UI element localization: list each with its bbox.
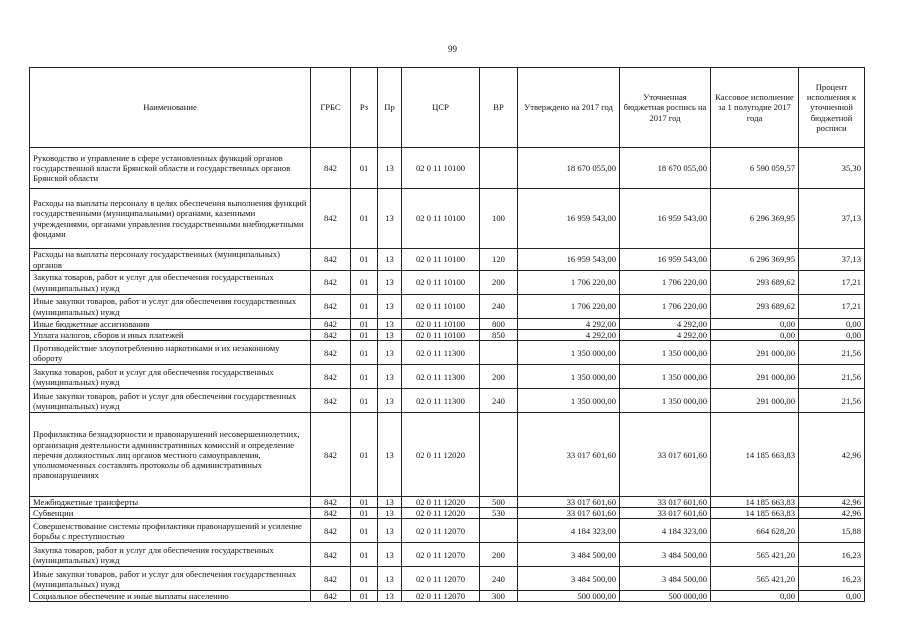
row-percent-cell: 0,00 <box>799 591 865 602</box>
table-row <box>30 567 865 591</box>
row-revised-cell: 4 184 323,00 <box>620 519 711 543</box>
row-cash-cell: 664 628,20 <box>711 519 799 543</box>
table-row <box>30 330 865 341</box>
row-vr-cell <box>480 341 518 365</box>
row-csr-cell: 02 0 11 12070 <box>402 567 480 591</box>
row-approved-cell: 33 017 601,60 <box>518 413 620 497</box>
table-header-row <box>30 68 865 148</box>
row-vr-cell: 800 <box>480 319 518 330</box>
row-cash-cell: 14 185 663,83 <box>711 497 799 508</box>
row-percent-cell: 16,23 <box>799 567 865 591</box>
row-name-cell: Совершенствование системы профилактики правонарушений и усиление борьбы с преступностью <box>30 519 311 543</box>
row-approved-cell: 18 670 055,00 <box>518 148 620 189</box>
table-row <box>30 271 865 295</box>
row-rz-cell: 01 <box>351 189 378 249</box>
header-pr: Пр <box>378 68 402 148</box>
budget-table <box>29 67 865 602</box>
row-cash-cell: 291 000,00 <box>711 389 799 413</box>
row-approved-cell: 16 959 543,00 <box>518 249 620 271</box>
table-row <box>30 508 865 519</box>
row-cash-cell: 0,00 <box>711 319 799 330</box>
row-csr-cell: 02 0 11 12020 <box>402 413 480 497</box>
row-vr-cell: 200 <box>480 543 518 567</box>
row-cash-cell: 565 421,20 <box>711 543 799 567</box>
row-pr-cell: 13 <box>378 508 402 519</box>
row-cash-cell: 293 689,62 <box>711 295 799 319</box>
row-rz-cell: 01 <box>351 330 378 341</box>
row-csr-cell: 02 0 11 10100 <box>402 330 480 341</box>
row-vr-cell <box>480 519 518 543</box>
row-percent-cell: 35,30 <box>799 148 865 189</box>
row-csr-cell: 02 0 11 12020 <box>402 497 480 508</box>
header-csr: ЦСР <box>402 68 480 148</box>
row-grbs-cell: 842 <box>311 389 351 413</box>
row-name-cell: Иные закупки товаров, работ и услуг для обеспечения государственных (муниципальных) нужд <box>30 389 311 413</box>
row-grbs-cell: 842 <box>311 413 351 497</box>
row-pr-cell: 13 <box>378 519 402 543</box>
row-percent-cell: 42,96 <box>799 413 865 497</box>
row-pr-cell: 13 <box>378 295 402 319</box>
row-grbs-cell: 842 <box>311 189 351 249</box>
row-revised-cell: 1 350 000,00 <box>620 389 711 413</box>
header-name: Наименование <box>30 68 311 148</box>
row-percent-cell: 17,21 <box>799 271 865 295</box>
row-percent-cell: 17,21 <box>799 295 865 319</box>
row-grbs-cell: 842 <box>311 148 351 189</box>
table-row <box>30 543 865 567</box>
row-revised-cell: 3 484 500,00 <box>620 543 711 567</box>
row-percent-cell: 37,13 <box>799 189 865 249</box>
row-cash-cell: 0,00 <box>711 591 799 602</box>
table-row <box>30 341 865 365</box>
row-cash-cell: 291 000,00 <box>711 341 799 365</box>
row-csr-cell: 02 0 11 12070 <box>402 591 480 602</box>
row-revised-cell: 33 017 601,60 <box>620 413 711 497</box>
row-approved-cell: 1 706 220,00 <box>518 271 620 295</box>
table-row <box>30 148 865 189</box>
row-pr-cell: 13 <box>378 319 402 330</box>
row-grbs-cell: 842 <box>311 591 351 602</box>
row-approved-cell: 1 350 000,00 <box>518 389 620 413</box>
row-pr-cell: 13 <box>378 365 402 389</box>
row-grbs-cell: 842 <box>311 508 351 519</box>
row-vr-cell <box>480 413 518 497</box>
row-vr-cell: 850 <box>480 330 518 341</box>
row-pr-cell: 13 <box>378 148 402 189</box>
row-grbs-cell: 842 <box>311 365 351 389</box>
row-name-cell: Профилактика безнадзорности и правонарушений несовершеннолетних, организация деятельности административных комиссий и определение перечня должностных лиц органов местного самоуправления, уполномоченных составлять протоколы об административных правонарушениях <box>30 413 311 497</box>
table-row <box>30 189 865 249</box>
page-number: 99 <box>448 44 457 54</box>
table-row <box>30 413 865 497</box>
row-approved-cell: 33 017 601,60 <box>518 508 620 519</box>
row-approved-cell: 3 484 500,00 <box>518 543 620 567</box>
row-rz-cell: 01 <box>351 249 378 271</box>
row-name-cell: Противодействие злоупотреблению наркотиками и их незаконному обороту <box>30 341 311 365</box>
row-name-cell: Иные закупки товаров, работ и услуг для обеспечения государственных (муниципальных) нужд <box>30 567 311 591</box>
header-approved: Утверждено на 2017 год <box>518 68 620 148</box>
row-csr-cell: 02 0 11 11300 <box>402 365 480 389</box>
row-vr-cell: 100 <box>480 189 518 249</box>
row-grbs-cell: 842 <box>311 543 351 567</box>
row-pr-cell: 13 <box>378 189 402 249</box>
row-rz-cell: 01 <box>351 389 378 413</box>
row-approved-cell: 3 484 500,00 <box>518 567 620 591</box>
table-row <box>30 591 865 602</box>
table-row <box>30 295 865 319</box>
header-revised: Уточненная бюджетная роспись на 2017 год <box>620 68 711 148</box>
row-rz-cell: 01 <box>351 341 378 365</box>
table-row <box>30 519 865 543</box>
row-percent-cell: 16,23 <box>799 543 865 567</box>
row-name-cell: Руководство и управление в сфере установленных функций органов государственной власти Брянской области и государственных органов Брянской области <box>30 148 311 189</box>
row-name-cell: Социальное обеспечение и иные выплаты населению <box>30 591 311 602</box>
row-revised-cell: 1 350 000,00 <box>620 341 711 365</box>
row-cash-cell: 14 185 663,83 <box>711 508 799 519</box>
row-grbs-cell: 842 <box>311 519 351 543</box>
row-approved-cell: 4 292,00 <box>518 330 620 341</box>
row-revised-cell: 16 959 543,00 <box>620 189 711 249</box>
row-name-cell: Закупка товаров, работ и услуг для обеспечения государственных (муниципальных) нужд <box>30 271 311 295</box>
row-revised-cell: 1 706 220,00 <box>620 295 711 319</box>
row-rz-cell: 01 <box>351 148 378 189</box>
header-vr: ВР <box>480 68 518 148</box>
row-rz-cell: 01 <box>351 295 378 319</box>
row-percent-cell: 21,56 <box>799 365 865 389</box>
row-rz-cell: 01 <box>351 508 378 519</box>
row-percent-cell: 37,13 <box>799 249 865 271</box>
row-pr-cell: 13 <box>378 249 402 271</box>
row-vr-cell: 200 <box>480 365 518 389</box>
row-csr-cell: 02 0 11 10100 <box>402 189 480 249</box>
table-row <box>30 497 865 508</box>
row-grbs-cell: 842 <box>311 330 351 341</box>
row-approved-cell: 33 017 601,60 <box>518 497 620 508</box>
row-rz-cell: 01 <box>351 365 378 389</box>
row-name-cell: Субвенции <box>30 508 311 519</box>
row-vr-cell: 500 <box>480 497 518 508</box>
row-vr-cell: 120 <box>480 249 518 271</box>
row-name-cell: Иные бюджетные ассигнования <box>30 319 311 330</box>
row-pr-cell: 13 <box>378 413 402 497</box>
row-cash-cell: 0,00 <box>711 330 799 341</box>
row-rz-cell: 01 <box>351 413 378 497</box>
row-grbs-cell: 842 <box>311 319 351 330</box>
row-name-cell: Уплата налогов, сборов и иных платежей <box>30 330 311 341</box>
row-percent-cell: 42,96 <box>799 497 865 508</box>
row-percent-cell: 42,96 <box>799 508 865 519</box>
row-revised-cell: 33 017 601,60 <box>620 497 711 508</box>
row-cash-cell: 14 185 663,83 <box>711 413 799 497</box>
row-csr-cell: 02 0 11 11300 <box>402 341 480 365</box>
row-csr-cell: 02 0 11 10100 <box>402 319 480 330</box>
row-grbs-cell: 842 <box>311 249 351 271</box>
row-csr-cell: 02 0 11 12070 <box>402 543 480 567</box>
row-approved-cell: 1 350 000,00 <box>518 341 620 365</box>
row-percent-cell: 21,56 <box>799 389 865 413</box>
row-cash-cell: 6 590 059,57 <box>711 148 799 189</box>
header-rz: Рз <box>351 68 378 148</box>
row-grbs-cell: 842 <box>311 567 351 591</box>
row-vr-cell: 200 <box>480 271 518 295</box>
row-rz-cell: 01 <box>351 591 378 602</box>
row-csr-cell: 02 0 11 10100 <box>402 295 480 319</box>
row-percent-cell: 15,88 <box>799 519 865 543</box>
row-pr-cell: 13 <box>378 567 402 591</box>
row-approved-cell: 4 292,00 <box>518 319 620 330</box>
row-vr-cell: 300 <box>480 591 518 602</box>
row-rz-cell: 01 <box>351 319 378 330</box>
row-approved-cell: 16 959 543,00 <box>518 189 620 249</box>
row-cash-cell: 293 689,62 <box>711 271 799 295</box>
row-name-cell: Закупка товаров, работ и услуг для обеспечения государственных (муниципальных) нужд <box>30 365 311 389</box>
row-name-cell: Расходы на выплаты персоналу в целях обеспечения выполнения функций государственными (муниципальными) органами, казенными учреждениями, органами управления государственными внебюджетными фондами <box>30 189 311 249</box>
row-rz-cell: 01 <box>351 519 378 543</box>
row-approved-cell: 500 000,00 <box>518 591 620 602</box>
row-csr-cell: 02 0 11 12020 <box>402 508 480 519</box>
row-csr-cell: 02 0 11 10100 <box>402 249 480 271</box>
row-cash-cell: 565 421,20 <box>711 567 799 591</box>
row-name-cell: Иные закупки товаров, работ и услуг для обеспечения государственных (муниципальных) нужд <box>30 295 311 319</box>
row-pr-cell: 13 <box>378 543 402 567</box>
row-vr-cell: 240 <box>480 567 518 591</box>
row-vr-cell <box>480 148 518 189</box>
row-percent-cell: 0,00 <box>799 319 865 330</box>
row-vr-cell: 240 <box>480 389 518 413</box>
row-csr-cell: 02 0 11 10100 <box>402 148 480 189</box>
row-cash-cell: 6 296 369,95 <box>711 189 799 249</box>
row-rz-cell: 01 <box>351 543 378 567</box>
row-rz-cell: 01 <box>351 497 378 508</box>
row-percent-cell: 0,00 <box>799 330 865 341</box>
row-revised-cell: 500 000,00 <box>620 591 711 602</box>
row-rz-cell: 01 <box>351 271 378 295</box>
row-pr-cell: 13 <box>378 389 402 413</box>
table-row <box>30 389 865 413</box>
row-approved-cell: 4 184 323,00 <box>518 519 620 543</box>
header-cash: Кассовое исполнение за 1 полугодие 2017 года <box>711 68 799 148</box>
row-revised-cell: 1 350 000,00 <box>620 365 711 389</box>
row-pr-cell: 13 <box>378 591 402 602</box>
row-vr-cell: 530 <box>480 508 518 519</box>
row-pr-cell: 13 <box>378 271 402 295</box>
header-percent: Процент исполнения к уточненной бюджетной росписи <box>799 68 865 148</box>
row-grbs-cell: 842 <box>311 271 351 295</box>
row-grbs-cell: 842 <box>311 497 351 508</box>
row-pr-cell: 13 <box>378 341 402 365</box>
row-revised-cell: 4 292,00 <box>620 330 711 341</box>
row-revised-cell: 4 292,00 <box>620 319 711 330</box>
row-revised-cell: 33 017 601,60 <box>620 508 711 519</box>
row-revised-cell: 3 484 500,00 <box>620 567 711 591</box>
row-name-cell: Межбюджетные трансферты <box>30 497 311 508</box>
table-row <box>30 249 865 271</box>
row-pr-cell: 13 <box>378 330 402 341</box>
row-revised-cell: 1 706 220,00 <box>620 271 711 295</box>
row-revised-cell: 16 959 543,00 <box>620 249 711 271</box>
row-name-cell: Расходы на выплаты персоналу государственных (муниципальных) органов <box>30 249 311 271</box>
row-name-cell: Закупка товаров, работ и услуг для обеспечения государственных (муниципальных) нужд <box>30 543 311 567</box>
row-approved-cell: 1 350 000,00 <box>518 365 620 389</box>
row-percent-cell: 21,56 <box>799 341 865 365</box>
row-cash-cell: 6 296 369,95 <box>711 249 799 271</box>
row-grbs-cell: 842 <box>311 341 351 365</box>
row-vr-cell: 240 <box>480 295 518 319</box>
row-csr-cell: 02 0 11 10100 <box>402 271 480 295</box>
row-csr-cell: 02 0 11 11300 <box>402 389 480 413</box>
row-revised-cell: 18 670 055,00 <box>620 148 711 189</box>
table-row <box>30 365 865 389</box>
header-grbs: ГРБС <box>311 68 351 148</box>
row-grbs-cell: 842 <box>311 295 351 319</box>
row-pr-cell: 13 <box>378 497 402 508</box>
table-row <box>30 319 865 330</box>
row-csr-cell: 02 0 11 12070 <box>402 519 480 543</box>
row-approved-cell: 1 706 220,00 <box>518 295 620 319</box>
row-rz-cell: 01 <box>351 567 378 591</box>
row-cash-cell: 291 000,00 <box>711 365 799 389</box>
